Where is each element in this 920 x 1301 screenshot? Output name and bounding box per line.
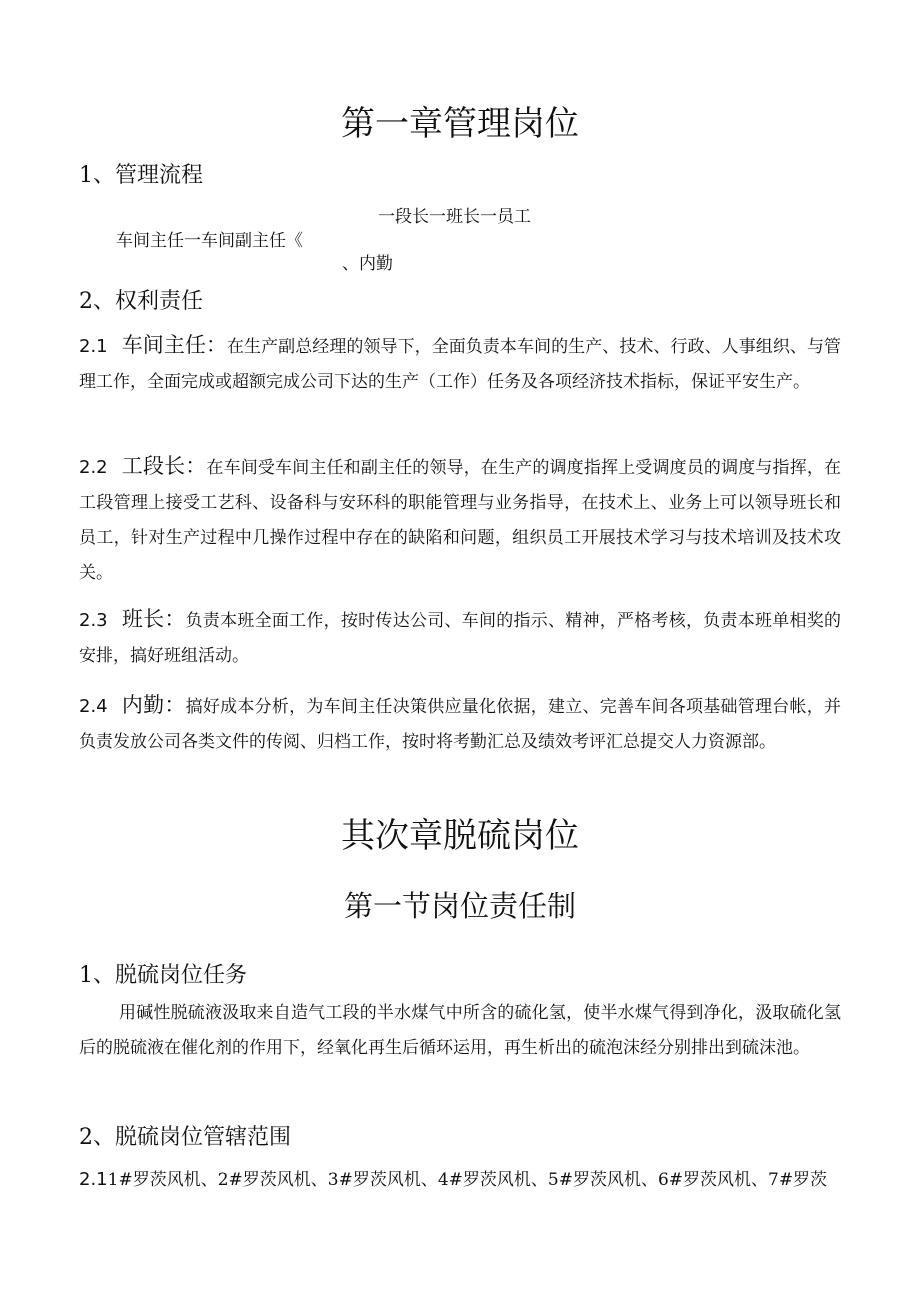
role-title: 车间主任： — [121, 333, 227, 357]
chapter-1-title: 第一章管理岗位 — [341, 104, 579, 144]
scope-text: 1#罗茨风机、2#罗茨风机、3#罗茨风机、4#罗茨风机、5#罗茨风机、6#罗茨风机、7#罗茨 — [107, 1170, 828, 1190]
item-2-2 — [79, 449, 841, 591]
item-number: 2.4 — [79, 696, 108, 717]
task-paragraph: 用碱性脱硫液汲取来自造气工段的半水煤气中所含的硫化氢，使半水煤气得到净化，汲取硫化氢后的脱硫液在催化剂的作用下，经氧化再生后循环运用，再生析出的硫泡沫经分别排出到硫沫池。 — [79, 1003, 841, 1058]
item-2-3 — [79, 602, 841, 674]
item-number: 2.3 — [79, 610, 108, 631]
role-title: 内勤： — [121, 693, 186, 717]
item-number: 2.1 — [79, 336, 108, 357]
section-title: 第一节岗位责任制 — [343, 889, 576, 923]
heading-rights-responsibilities: 2、权利责任 — [79, 289, 203, 314]
item-text: 负责本班全面工作，按时传达公司、车间的指示、精神，严格考核，负责本班单相奖的安排，搞好班组活动。 — [79, 611, 842, 666]
heading-jurisdiction-scope: 2、脱硫岗位管辖范围 — [79, 1125, 291, 1150]
flow-left-branch: 车间主任一车间副主任《 — [116, 231, 303, 251]
item-number: 2.1 — [79, 1169, 108, 1190]
role-title: 工段长： — [121, 454, 207, 478]
item-2-1 — [79, 328, 841, 400]
scope-item-2-1 — [79, 1162, 841, 1198]
item-text: 搞好成本分析，为车间主任决策供应量化依据，建立、完善车间各项基础管理台帐，并负责发放公司各类文件的传阅、归档工作，按时将考勤汇总及绩效考评汇总提交人力资源部。 — [79, 697, 842, 752]
flow-top-branch: 一段长一班长一员工 — [378, 207, 531, 227]
item-text: 在生产副总经理的领导下，全面负责本车间的生产、技术、行政、人事组织、与管理工作，全面完成或超额完成公司下达的生产（工作）任务及各项经济技术指标，保证平安生产。 — [79, 337, 842, 392]
flow-bottom-branch: 、内勤 — [342, 254, 393, 274]
item-2-4 — [79, 688, 841, 760]
heading-desulfurization-task: 1、脱硫岗位任务 — [79, 963, 247, 988]
item-number: 2.2 — [79, 457, 108, 478]
heading-management-flow: 1、管理流程 — [79, 163, 203, 188]
role-title: 班长： — [121, 607, 186, 631]
item-text: 在车间受车间主任和副主任的领导，在生产的调度指挥上受调度员的调度与指挥，在工段管理上接受工艺科、设备科与安环科的职能管理与业务指导，在技术上、业务上可以领导班长和员工，针对生产过程中几操作过程中存在的缺陷和问题，组织员工开展技术学习与技术培训及技术攻关。 — [79, 458, 842, 583]
chapter-2-title: 其次章脱硫岗位 — [341, 816, 579, 856]
